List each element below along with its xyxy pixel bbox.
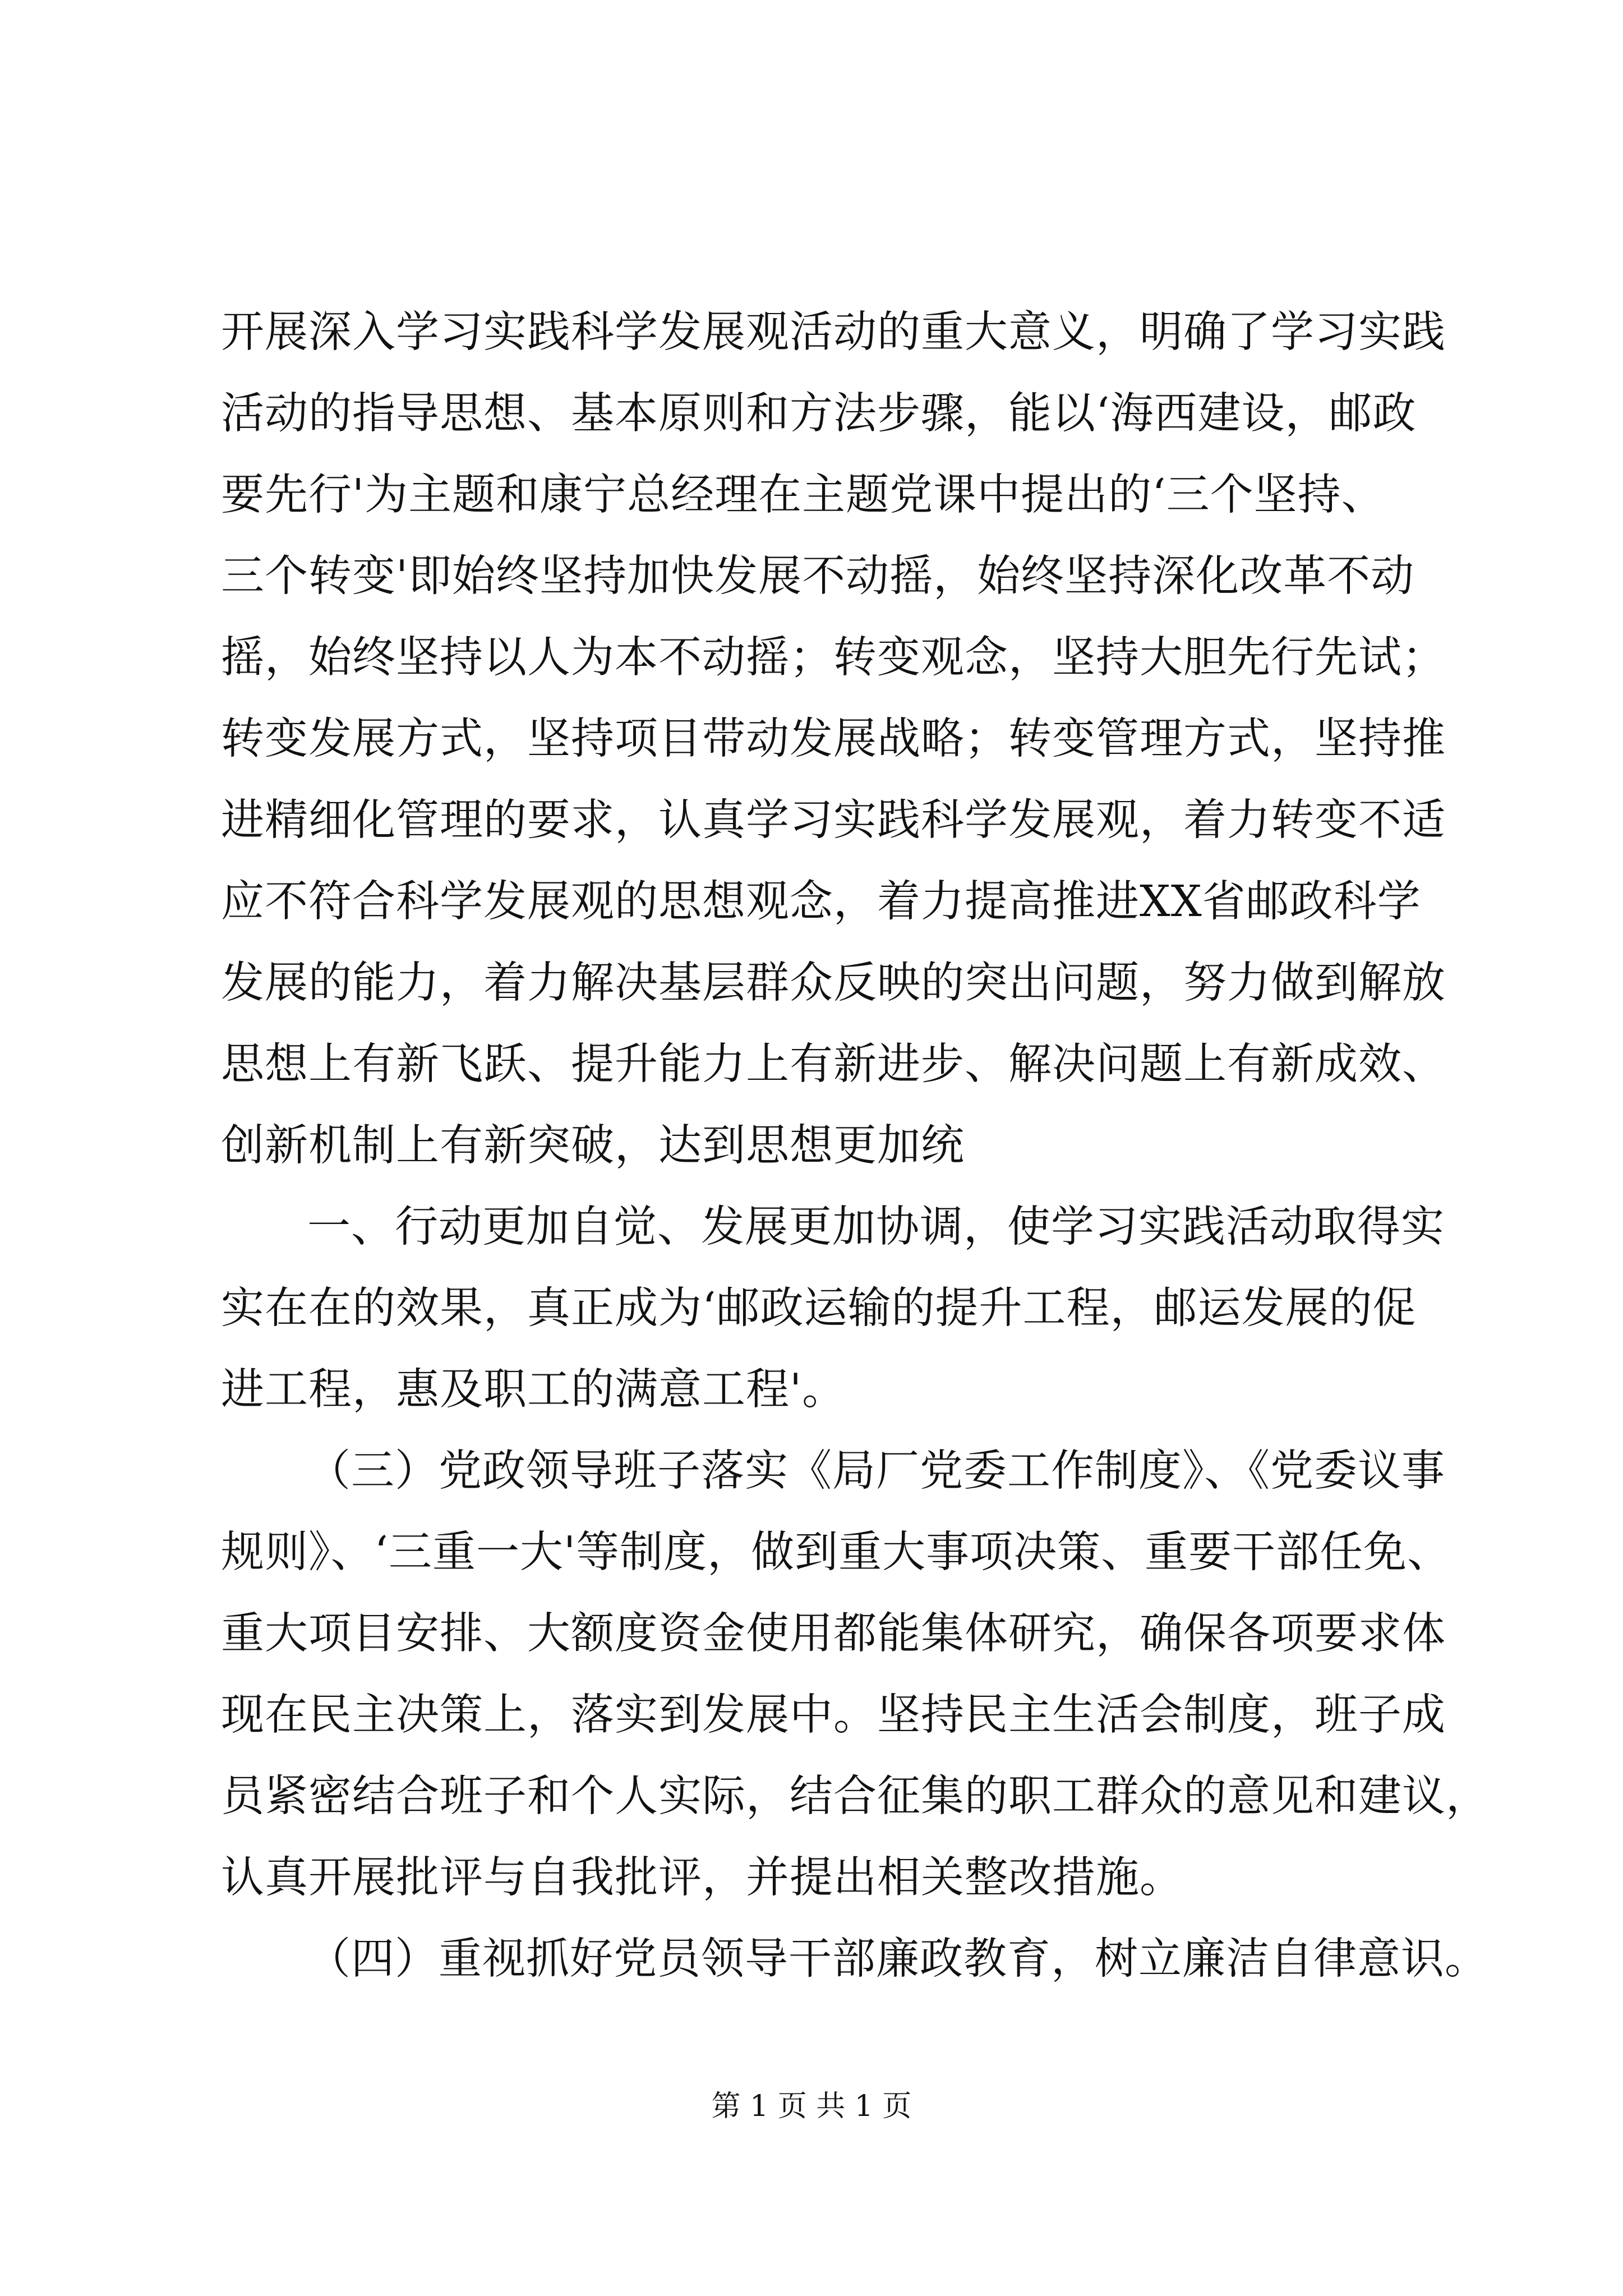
text-line: 开展深入学习实践科学发展观活动的重大意义，明确了学习实践 xyxy=(221,307,1446,357)
document-body xyxy=(221,292,1490,2000)
text-line: 一、行动更加自觉、发展更加协调，使学习实践活动取得实 xyxy=(307,1202,1445,1252)
text-line: 规则》、‘三重一大'等制度，做到重大事项决策、重要干部任免、 xyxy=(221,1527,1451,1577)
paragraph-4 xyxy=(221,1918,1488,2000)
text-line: 应不符合科学发展观的思想观念，着力提高推进XX省邮政科学 xyxy=(221,877,1421,927)
text-line: 活动的指导思想、基本原则和方法步骤，能以‘海西建设，邮政 xyxy=(221,389,1417,439)
text-line: 转变发展方式，坚持项目带动发展战略；转变管理方式，坚持推 xyxy=(221,714,1446,764)
text-line: 思想上有新飞跃、提升能力上有新进步、解决问题上有新成效、 xyxy=(221,1039,1446,1089)
text-line: 创新机制上有新突破，达到思想更加统 xyxy=(221,1121,965,1171)
paragraph-3 xyxy=(221,1430,1490,1918)
text-line: 员紧密结合班子和个人实际，结合征集的职工群众的意见和建议， xyxy=(221,1772,1490,1821)
page-number-footer: 第 1 页 共 1 页 xyxy=(711,2090,912,2123)
text-line: （四）重视抓好党员领导干部廉政教育，树立廉洁自律意识。 xyxy=(307,1934,1488,1984)
text-line: 进工程，惠及职工的满意工程'。 xyxy=(221,1365,846,1415)
text-line: 认真开展批评与自我批评，并提出相关整改措施。 xyxy=(221,1853,1183,1903)
text-line: 发展的能力，着力解决基层群众反映的突出问题，努力做到解放 xyxy=(221,958,1446,1008)
text-line: （三）党政领导班子落实《局厂党委工作制度》、《党委议事 xyxy=(307,1446,1445,1496)
text-line: 现在民主决策上，落实到发展中。坚持民主生活会制度，班子成 xyxy=(221,1690,1446,1740)
text-line: 重大项目安排、大额度资金使用都能集体研究，确保各项要求体 xyxy=(221,1609,1446,1659)
text-line: 进精细化管理的要求，认真学习实践科学发展观，着力转变不适 xyxy=(221,795,1446,845)
text-line: 三个转变'即始终坚持加快发展不动摇，始终坚持深化改革不动 xyxy=(221,551,1415,601)
text-line: 摇，始终坚持以人为本不动摇；转变观念，坚持大胆先行先试； xyxy=(221,633,1446,683)
text-line: 要先行'为主题和康宁总经理在主题党课中提出的‘三个坚持、 xyxy=(221,470,1385,520)
paragraph-2 xyxy=(221,1186,1445,1430)
text-line: 实在在的效果，真正成为‘邮政运输的提升工程，邮运发展的促 xyxy=(221,1283,1417,1333)
paragraph-1 xyxy=(221,292,1446,1186)
